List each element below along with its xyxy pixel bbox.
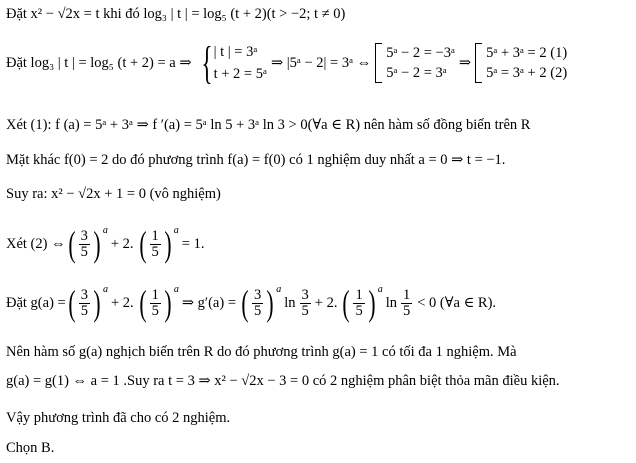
no-solution-text: Suy ra: x² − √2x + 1 = 0 (vô nghiệm) [6, 186, 221, 202]
line-substitution [6, 6, 345, 23]
system-2-row-2: 5ᵃ − 2 = 3ᵃ [386, 65, 447, 81]
denominator: 5 [254, 302, 262, 319]
line-conclusion-t [6, 373, 560, 390]
system-2-row-1: 5ᵃ − 2 = −3ᵃ [386, 45, 455, 61]
numerator: 1 [403, 286, 411, 303]
open-paren: ( [138, 224, 147, 264]
close-paren: ) [368, 283, 376, 323]
numerator: 3 [254, 286, 262, 303]
fraction-3-5 [79, 229, 90, 260]
g-def-prefix: Đặt g(a) = [6, 294, 66, 311]
line-log-system [6, 37, 571, 88]
g-derivative-suffix: < 0 (∀a ∈ R). [417, 294, 497, 311]
numerator: 3 [301, 286, 309, 303]
fraction-3-5 [300, 288, 311, 319]
left-bracket-icon [375, 43, 382, 83]
close-paren: ) [164, 283, 172, 323]
fraction-1-5 [401, 288, 412, 319]
case-2-prefix: Xét (2) ⇔ [6, 235, 66, 252]
decreasing-text: Nên hàm số g(a) nghịch biến trên R do đó phương trình g(a) = 1 có tối đa 1 nghiệm. Mà [6, 344, 517, 360]
denominator: 5 [403, 302, 411, 319]
exponent: a [377, 283, 383, 295]
numerator: 3 [80, 286, 88, 303]
line-case-1 [6, 117, 530, 134]
denominator: 5 [151, 302, 159, 319]
exponent: a [173, 283, 179, 295]
ln-symbol: ln [284, 294, 296, 311]
denominator: 5 [151, 243, 159, 260]
close-paren: ) [266, 283, 274, 323]
fraction-3-5 [252, 288, 263, 319]
final-text: Vậy phương trình đã cho có 2 nghiệm. [6, 410, 231, 426]
system-3-row-2: 5ᵃ = 3ᵃ + 2 (2) [486, 65, 568, 81]
line-decreasing [6, 344, 517, 361]
system-1-row-1: | t | = 3ᵃ [213, 44, 258, 60]
implies-arrow: ⇒ [458, 54, 472, 71]
left-brace-icon: { [201, 37, 213, 88]
close-paren: ) [93, 283, 101, 323]
system-3 [475, 43, 567, 83]
case-2-suffix: = 1. [181, 235, 205, 252]
line-final [6, 410, 230, 427]
answer-text: Chọn B. [6, 440, 55, 456]
line-unique-root [6, 152, 505, 169]
numerator: 1 [355, 286, 363, 303]
denominator: 5 [80, 302, 88, 319]
open-paren: ( [342, 283, 351, 323]
ln-symbol: ln [385, 294, 397, 311]
exponent: a [276, 283, 282, 295]
open-paren: ( [68, 283, 76, 323]
plus-two: + 2. [110, 294, 134, 311]
open-paren: ( [67, 224, 76, 264]
system-1 [196, 37, 267, 88]
system-1-row-2: t + 2 = 5ᵃ [213, 66, 267, 82]
denominator: 5 [355, 302, 363, 319]
case-1-text: Xét (1): f (a) = 5ᵃ + 3ᵃ ⇒ f ′(a) = 5ᵃ ln 5 + 3ᵃ ln 3 > 0(∀a ∈ R) nên hàm số đồng biến trên R [6, 117, 531, 133]
system-2 [375, 43, 455, 83]
fraction-1-5 [150, 229, 161, 260]
line-g-definition [6, 285, 496, 321]
numerator: 1 [151, 227, 159, 244]
fraction-1-5 [353, 288, 364, 319]
line-no-solution [6, 186, 221, 203]
open-paren: ( [139, 283, 147, 323]
plus-two: + 2. [110, 235, 134, 252]
conclusion-t-text: g(a) = g(1) ⇔ a = 1 .Suy ra t = 3 ⇒ x² − √2x − 3 = 0 có 2 nghiệm phân biệt thỏa mãn điều kiện. [6, 373, 560, 389]
numerator: 3 [80, 227, 88, 244]
open-paren: ( [241, 283, 249, 323]
log-equation-text: Đặt log₃ | t | = log₅ (t + 2) = a ⇒ [6, 54, 192, 71]
left-bracket-icon [475, 43, 482, 83]
g-derivative-prefix: ⇒ g′(a) = [181, 294, 236, 311]
denominator: 5 [301, 302, 309, 319]
line-answer [6, 440, 54, 457]
denominator: 5 [80, 243, 88, 260]
system-3-row-1: 5ᵃ + 3ᵃ = 2 (1) [486, 45, 568, 61]
plus-two: + 2. [314, 294, 338, 311]
exponent: a [173, 224, 179, 236]
abs-equation-text: ⇒ |5ᵃ − 2| = 3ᵃ ⇔ [270, 54, 372, 71]
fraction-1-5 [150, 288, 161, 319]
exponent: a [102, 283, 108, 295]
line-case-2 [6, 226, 204, 262]
close-paren: ) [164, 224, 172, 264]
unique-root-text: Mặt khác f(0) = 2 do đó phương trình f(a) = f(0) có 1 nghiệm duy nhất a = 0 ⇒ t = −1. [6, 152, 506, 168]
fraction-3-5 [79, 288, 90, 319]
numerator: 1 [151, 286, 159, 303]
substitution-text: Đặt x² − √2x = t khi đó log₃ | t | = log₅ (t + 2)(t > −2; t ≠ 0) [6, 6, 346, 22]
exponent: a [102, 224, 108, 236]
close-paren: ) [93, 224, 101, 264]
